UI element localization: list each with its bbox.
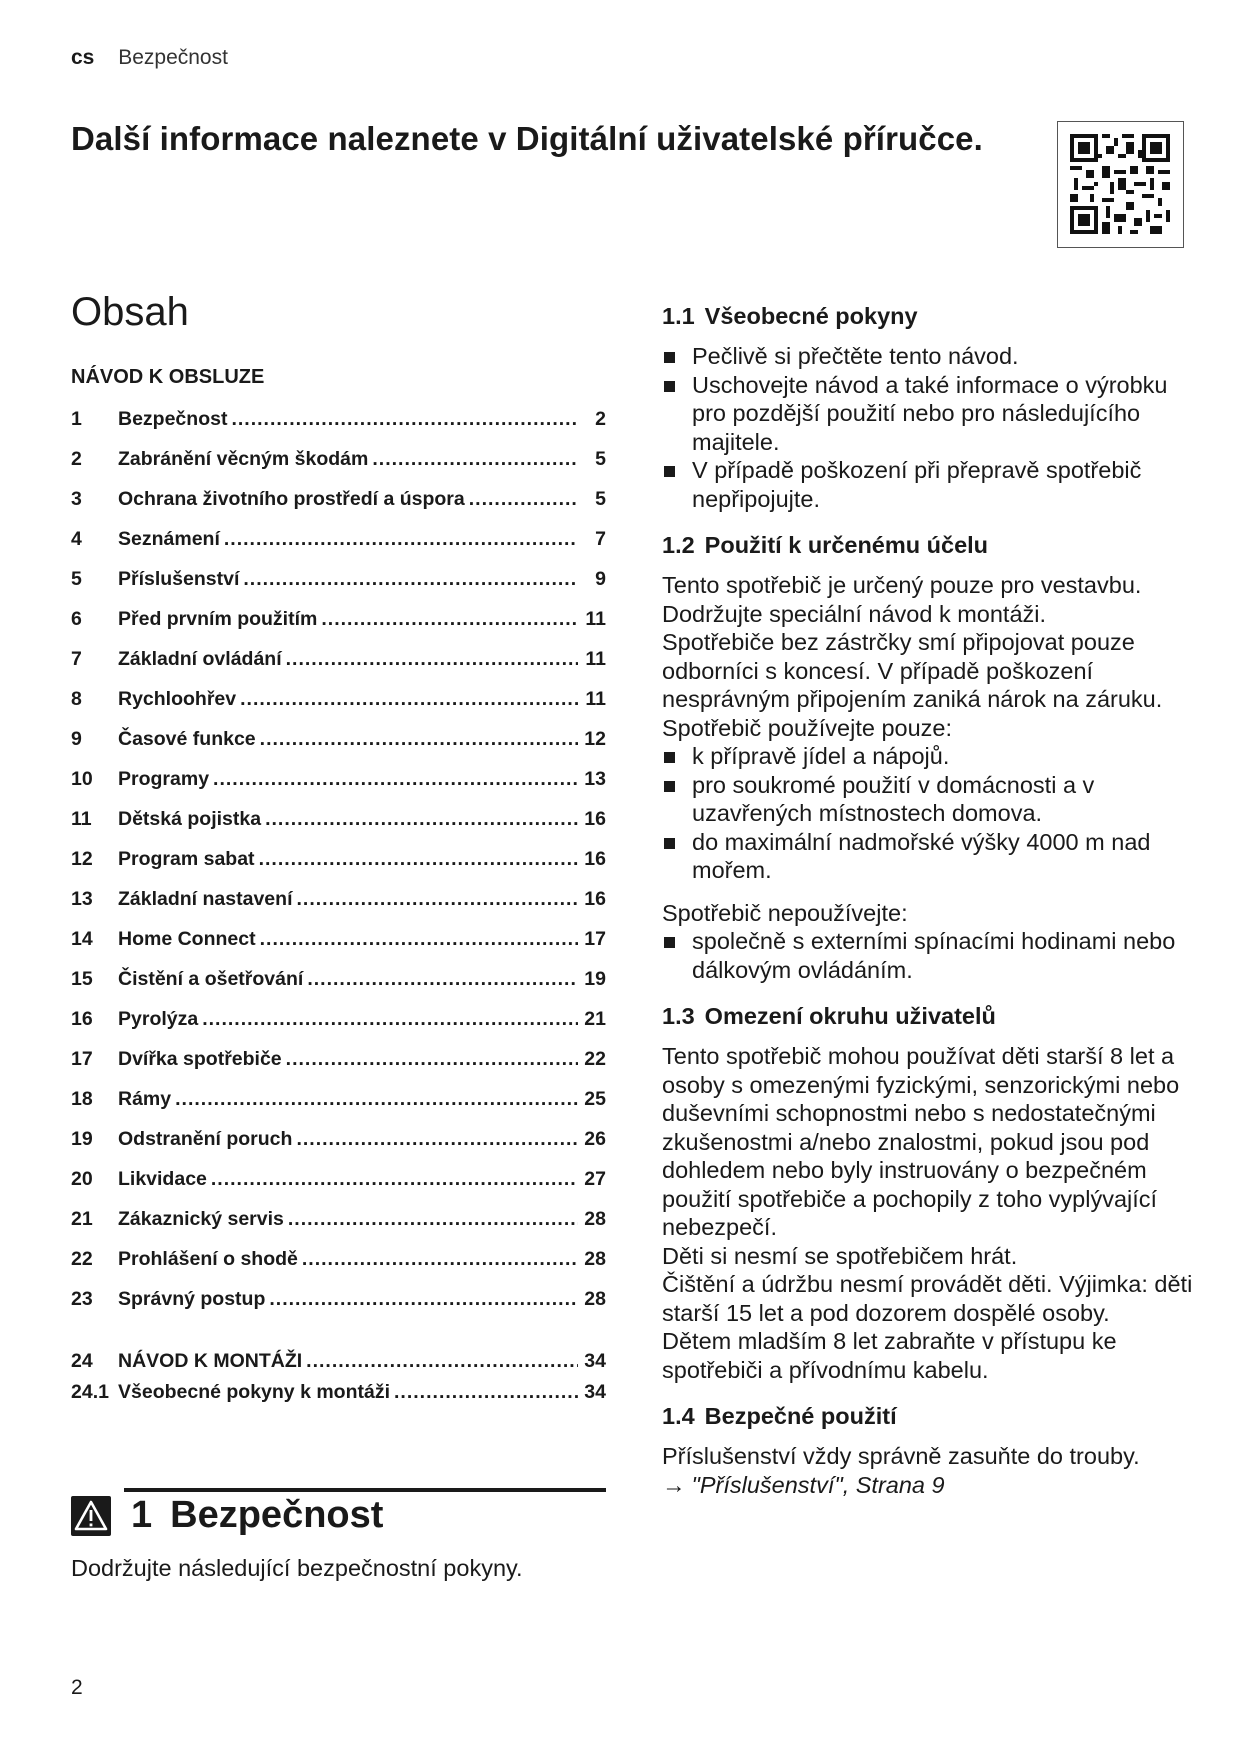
toc-number: 12 [71, 848, 93, 870]
list-item: pro soukromé použití v domácnosti a v uzavřených místnostech domova. [662, 771, 1202, 828]
list-item: Pečlivě si přečtěte tento návod. [662, 342, 1202, 371]
toc-leader [243, 568, 578, 591]
section-number: 1 [131, 1494, 153, 1536]
subsection-number: 1.2 [662, 532, 695, 558]
toc-entry[interactable] [71, 1381, 606, 1409]
toc-page: 28 [584, 1248, 606, 1270]
toc-page: 21 [584, 1008, 606, 1030]
paragraph: Dětem mladším 8 let zabraňte v přístupu ke spotřebiči a přívodnímu kabelu. [662, 1328, 1117, 1383]
bullet-list [662, 927, 1202, 984]
toc-number: 23 [71, 1288, 93, 1310]
digital-manual-headline: Další informace naleznete v Digitální uživatelské příručce. [71, 120, 983, 157]
toc-page: 34 [584, 1381, 606, 1403]
subsection-heading [662, 302, 1202, 330]
toc-entry[interactable] [71, 808, 606, 836]
page-number: 2 [71, 1676, 83, 1699]
paragraph: Děti si nesmí se spotřebičem hrát. [662, 1242, 1018, 1269]
toc-number: 15 [71, 968, 93, 990]
toc-entry-title: Rychloohřev [118, 688, 237, 710]
toc-leader [469, 488, 578, 511]
toc-entry[interactable] [71, 608, 606, 636]
toc-entry-title: Časové funkce [118, 728, 256, 750]
toc-entry-title: Programy [118, 768, 210, 790]
paragraph: Tento spotřebič mohou používat děti starší 8 let a osoby s omezenými fyzickými, senzorickými nebo duševními schopnostmi nebo s nedostatečnými zkušenostmi a/nebo znalostmi, pokud jsou pod dohledem nebo byly instruovány o bezpečném použití spotřebiče a pochopily z toho vyplývající nebezpečí. [662, 1043, 1180, 1240]
toc-page: 11 [585, 608, 606, 630]
toc-page: 22 [584, 1048, 606, 1070]
toc-entry-title: Odstranění poruch [118, 1128, 293, 1150]
toc-page: 12 [584, 728, 606, 750]
toc-entry-title: Dětská pojistka [118, 808, 262, 830]
section-rule [124, 1488, 606, 1492]
paragraph: Čištění a údržbu nesmí provádět děti. Výjimka: děti starší 15 let a pod dozorem dospělé osoby. [662, 1271, 1193, 1326]
toc-entry-title: Čistění a ošetřování [118, 968, 304, 990]
qr-code-icon [1070, 134, 1170, 234]
toc-entry[interactable] [71, 1008, 606, 1036]
subsection-number: 1.1 [662, 303, 695, 329]
toc-leader [286, 1048, 578, 1071]
toc-entry-title: Home Connect [118, 928, 256, 950]
toc-leader [302, 1248, 578, 1271]
toc-leader [321, 608, 578, 631]
toc-leader [307, 968, 578, 991]
toc-category-operating: NÁVOD K OBSLUZE [71, 366, 265, 388]
toc-title: Obsah [71, 290, 189, 334]
subsection-number: 1.4 [662, 1403, 695, 1429]
toc-number: 7 [71, 648, 82, 670]
bullet-list [662, 742, 1202, 885]
section-title [131, 1494, 383, 1537]
toc-number: 4 [71, 528, 82, 550]
paragraph: Spotřebič nepoužívejte: [662, 899, 908, 926]
toc-page: 17 [584, 928, 606, 950]
toc-entry[interactable] [71, 1128, 606, 1156]
toc-page: 5 [595, 488, 606, 510]
section-title-text: Bezpečnost [170, 1494, 384, 1536]
toc-entry-title: Dvířka spotřebiče [118, 1048, 282, 1070]
paragraph: Spotřebiče bez zástrčky smí připojovat pouze odborníci s koncesí. V případě poškození nesprávným připojením zaniká nárok na záruku. [662, 629, 1163, 712]
toc-entry-title: Prohlášení o shodě [118, 1248, 298, 1270]
paragraph: Spotřebič používejte pouze: [662, 714, 953, 741]
toc-entry-title: Základní ovládání [118, 648, 282, 670]
toc-entry-title: Bezpečnost [118, 408, 228, 430]
toc-leader [394, 1381, 578, 1404]
toc-number: 13 [71, 888, 93, 910]
list-item: společně s externími spínacími hodinami nebo dálkovým ovládáním. [662, 927, 1202, 984]
toc-entry-title: NÁVOD K MONTÁŽI [118, 1350, 303, 1372]
toc-leader [286, 648, 578, 671]
toc-page: 19 [584, 968, 606, 990]
toc-entry[interactable] [71, 528, 606, 556]
list-item: V případě poškození při přepravě spotřebič nepřipojujte. [662, 456, 1202, 513]
bullet-list [662, 342, 1202, 513]
toc-entry[interactable] [71, 568, 606, 596]
toc-number: 24 [71, 1350, 93, 1372]
toc-entry[interactable] [71, 1350, 606, 1378]
toc-entry-title: Rámy [118, 1088, 172, 1110]
toc-page: 27 [584, 1168, 606, 1190]
toc-entry[interactable] [71, 1248, 606, 1276]
toc-number: 17 [71, 1048, 93, 1070]
toc-entry[interactable] [71, 488, 606, 516]
arrow-right-icon: → [662, 1471, 686, 1498]
toc-entry[interactable] [71, 928, 606, 956]
toc-entry[interactable] [71, 408, 606, 436]
toc-page: 11 [585, 648, 606, 670]
toc-leader [269, 1288, 578, 1311]
list-item: Uschovejte návod a také informace o výrobku pro pozdější použití nebo pro následujícího majitele. [662, 371, 1202, 457]
toc-number: 10 [71, 768, 93, 790]
toc-page: 13 [584, 768, 606, 790]
toc-entry-title: Ochrana životního prostředí a úspora [118, 488, 465, 510]
toc-entry-title: Před prvním použitím [118, 608, 318, 630]
subsection-heading [662, 1002, 1202, 1030]
toc-number: 8 [71, 688, 82, 710]
toc-page: 28 [584, 1208, 606, 1230]
subsection-title: Bezpečné použití [704, 1403, 897, 1429]
safety-column [662, 302, 1202, 1499]
cross-reference-text: "Příslušenství", Strana 9 [691, 1471, 945, 1498]
toc-entry-title: Pyrolýza [118, 1008, 199, 1030]
toc-page: 25 [584, 1088, 606, 1110]
toc-entry[interactable] [71, 848, 606, 876]
toc-entry[interactable] [71, 1288, 606, 1316]
toc-page: 16 [584, 888, 606, 910]
toc-leader [175, 1088, 578, 1111]
header-section: Bezpečnost [118, 46, 228, 69]
toc-page: 26 [584, 1128, 606, 1150]
toc-number: 5 [71, 568, 82, 590]
toc-number: 2 [71, 448, 82, 470]
toc-entry-title: Zabránění věcným škodám [118, 448, 369, 470]
toc-page: 2 [595, 408, 606, 430]
toc-leader [288, 1208, 578, 1231]
subsection-title: Použití k určenému účelu [704, 532, 989, 558]
subsection-title: Všeobecné pokyny [704, 303, 918, 329]
toc-number: 24.1 [71, 1381, 109, 1403]
toc-number: 9 [71, 728, 82, 750]
toc-entry[interactable] [71, 688, 606, 716]
toc-leader [265, 808, 578, 831]
toc-leader [202, 1008, 578, 1031]
toc-entry[interactable] [71, 1168, 606, 1196]
toc-leader [260, 728, 578, 751]
toc-number: 1 [71, 408, 82, 430]
toc-entry[interactable] [71, 1208, 606, 1236]
list-item: do maximální nadmořské výšky 4000 m nad mořem. [662, 828, 1202, 885]
toc-entry-title: Správný postup [118, 1288, 266, 1310]
toc-page: 9 [595, 568, 606, 590]
toc-entry[interactable] [71, 1048, 606, 1076]
toc-leader [213, 768, 578, 791]
toc-number: 21 [71, 1208, 93, 1230]
toc-leader [372, 448, 578, 471]
cross-reference-link[interactable] [662, 1471, 1202, 1500]
subsection-title: Omezení okruhu uživatelů [704, 1003, 996, 1029]
toc-page: 11 [585, 688, 606, 710]
toc-page: 5 [595, 448, 606, 470]
qr-code[interactable] [1057, 121, 1184, 248]
toc-number: 22 [71, 1248, 93, 1270]
toc-entry[interactable] [71, 888, 606, 916]
toc-entry[interactable] [71, 1088, 606, 1116]
toc-number: 16 [71, 1008, 93, 1030]
toc-number: 11 [71, 808, 92, 830]
subsection-number: 1.3 [662, 1003, 695, 1029]
toc-number: 6 [71, 608, 82, 630]
toc-leader [260, 928, 578, 951]
toc-leader [296, 888, 578, 911]
toc-leader [231, 408, 578, 431]
language-code: cs [71, 46, 95, 69]
paragraph: Příslušenství vždy správně zasuňte do trouby. [662, 1443, 1140, 1469]
toc-number: 19 [71, 1128, 93, 1150]
toc-entry-title: Příslušenství [118, 568, 240, 590]
subsection-heading [662, 531, 1202, 559]
toc-page: 16 [584, 808, 606, 830]
toc-leader [224, 528, 578, 551]
toc-entry[interactable] [71, 728, 606, 756]
toc-entry[interactable] [71, 768, 606, 796]
toc-page: 34 [584, 1350, 606, 1372]
toc-entry-title: Program sabat [118, 848, 255, 870]
toc-leader [306, 1350, 578, 1373]
toc-entry[interactable] [71, 648, 606, 676]
toc-page: 28 [584, 1288, 606, 1310]
toc-entry[interactable] [71, 968, 606, 996]
toc-entry-title: Základní nastavení [118, 888, 293, 910]
toc-page: 7 [595, 528, 606, 550]
subsection-heading [662, 1402, 1202, 1430]
warning-icon [71, 1496, 111, 1536]
toc-entry-title: Všeobecné pokyny k montáži [118, 1381, 391, 1403]
toc-entry-title: Seznámení [118, 528, 220, 550]
toc-entry[interactable] [71, 448, 606, 476]
toc-number: 20 [71, 1168, 93, 1190]
toc-leader [211, 1168, 578, 1191]
paragraph: Tento spotřebič je určený pouze pro vestavbu. Dodržujte speciální návod k montáži. [662, 572, 1142, 627]
toc-page: 16 [584, 848, 606, 870]
toc-entry-title: Zákaznický servis [118, 1208, 284, 1230]
toc-number: 3 [71, 488, 82, 510]
section-intro: Dodržujte následující bezpečnostní pokyny. [71, 1555, 523, 1581]
toc-entry-title: Likvidace [118, 1168, 207, 1190]
toc-leader [259, 848, 578, 871]
toc-number: 14 [71, 928, 93, 950]
running-header [71, 46, 228, 70]
toc-leader [240, 688, 578, 711]
toc-leader [296, 1128, 578, 1151]
toc-number: 18 [71, 1088, 93, 1110]
list-item: k přípravě jídel a nápojů. [662, 742, 1202, 771]
